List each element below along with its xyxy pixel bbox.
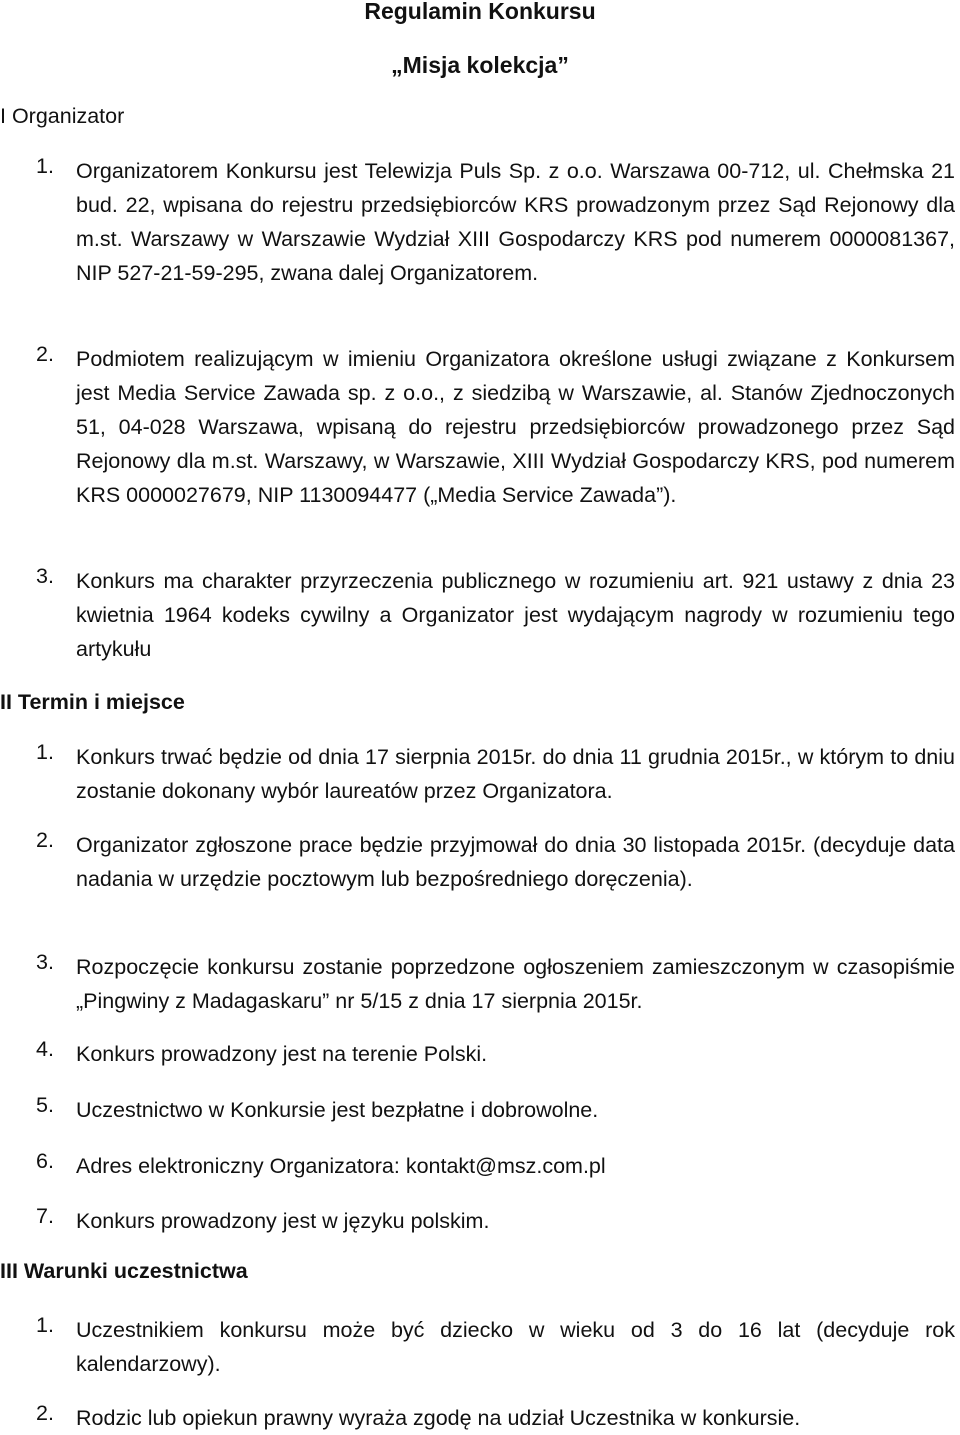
item-number: 2. [36, 342, 54, 366]
item-text: Podmiotem realizującym w imieniu Organizatora określone usługi związane z Konkursem jest Media Service Zawada sp. z o.o., z siedzibą w Warszawie, al. Stanów Zjednoczonych 51, 04-028 Warszawa, wpisaną do rejestru przedsiębiorców prowadzonego przez Sąd Rejonowy dla m.st. Warszawy, w Warszawie, XIII Wydział Gospodarczy KRS, pod numerem KRS 0000027679, NIP 1130094477 („Media Service Zawada”). [76, 347, 955, 507]
item-text: Konkurs prowadzony jest na terenie Polski. [76, 1042, 488, 1066]
section-heading-organizator: I Organizator [0, 104, 125, 128]
section-heading-termin: II Termin i miejsce [0, 690, 185, 714]
item-number: 2. [36, 1401, 54, 1425]
item-number: 4. [36, 1037, 54, 1061]
document-subtitle: „Misja kolekcja” [391, 52, 569, 78]
item-text: Organizatorem Konkursu jest Telewizja Puls Sp. z o.o. Warszawa 00-712, ul. Chełmska 21 bud. 22, wpisana do rejestru przedsiębiorców KRS prowadzonym przez Sąd Rejonowy dla m.st. Warszawy w Warszawie Wydział XIII Gospodarczy KRS pod numerem 0000081367, NIP 527-21-59-295, zwana dalej Organizatorem. [76, 159, 955, 285]
item-number: 7. [36, 1204, 54, 1228]
section-heading-warunki: III Warunki uczestnictwa [0, 1259, 248, 1283]
item-text: Rozpoczęcie konkursu zostanie poprzedzone ogłoszeniem zamieszczonym w czasopiśmie „Pingwiny z Madagaskaru” nr 5/15 z dnia 17 sierpnia 2015r. [76, 955, 955, 1013]
item-text: Uczestnikiem konkursu może być dziecko w wieku od 3 do 16 lat (decyduje rok kalendarzowy). [76, 1318, 955, 1376]
item-number: 1. [36, 740, 54, 764]
item-number: 5. [36, 1093, 54, 1117]
item-text: Konkurs ma charakter przyrzeczenia publicznego w rozumieniu art. 921 ustawy z dnia 23 kwietnia 1964 kodeks cywilny a Organizator jest wydającym nagrody w rozumieniu tego artykułu [76, 569, 955, 661]
item-number: 2. [36, 828, 54, 852]
item-text: Adres elektroniczny Organizatora: kontakt@msz.com.pl [76, 1154, 606, 1178]
item-text: Organizator zgłoszone prace będzie przyjmował do dnia 30 listopada 2015r. (decyduje data nadania w urzędzie pocztowym lub bezpośredniego doręczenia). [76, 833, 955, 891]
item-number: 1. [36, 154, 54, 178]
item-text: Rodzic lub opiekun prawny wyraża zgodę na udział Uczestnika w konkursie. [76, 1406, 801, 1430]
item-number: 6. [36, 1149, 54, 1173]
item-number: 3. [36, 564, 54, 588]
item-text: Uczestnictwo w Konkursie jest bezpłatne i dobrowolne. [76, 1098, 599, 1122]
item-text: Konkurs prowadzony jest w języku polskim. [76, 1209, 490, 1233]
item-number: 1. [36, 1313, 54, 1337]
item-number: 3. [36, 950, 54, 974]
document-title: Regulamin Konkursu [364, 0, 596, 24]
item-text: Konkurs trwać będzie od dnia 17 sierpnia 2015r. do dnia 11 grudnia 2015r., w którym to dniu zostanie dokonany wybór laureatów przez Organizatora. [76, 745, 955, 803]
